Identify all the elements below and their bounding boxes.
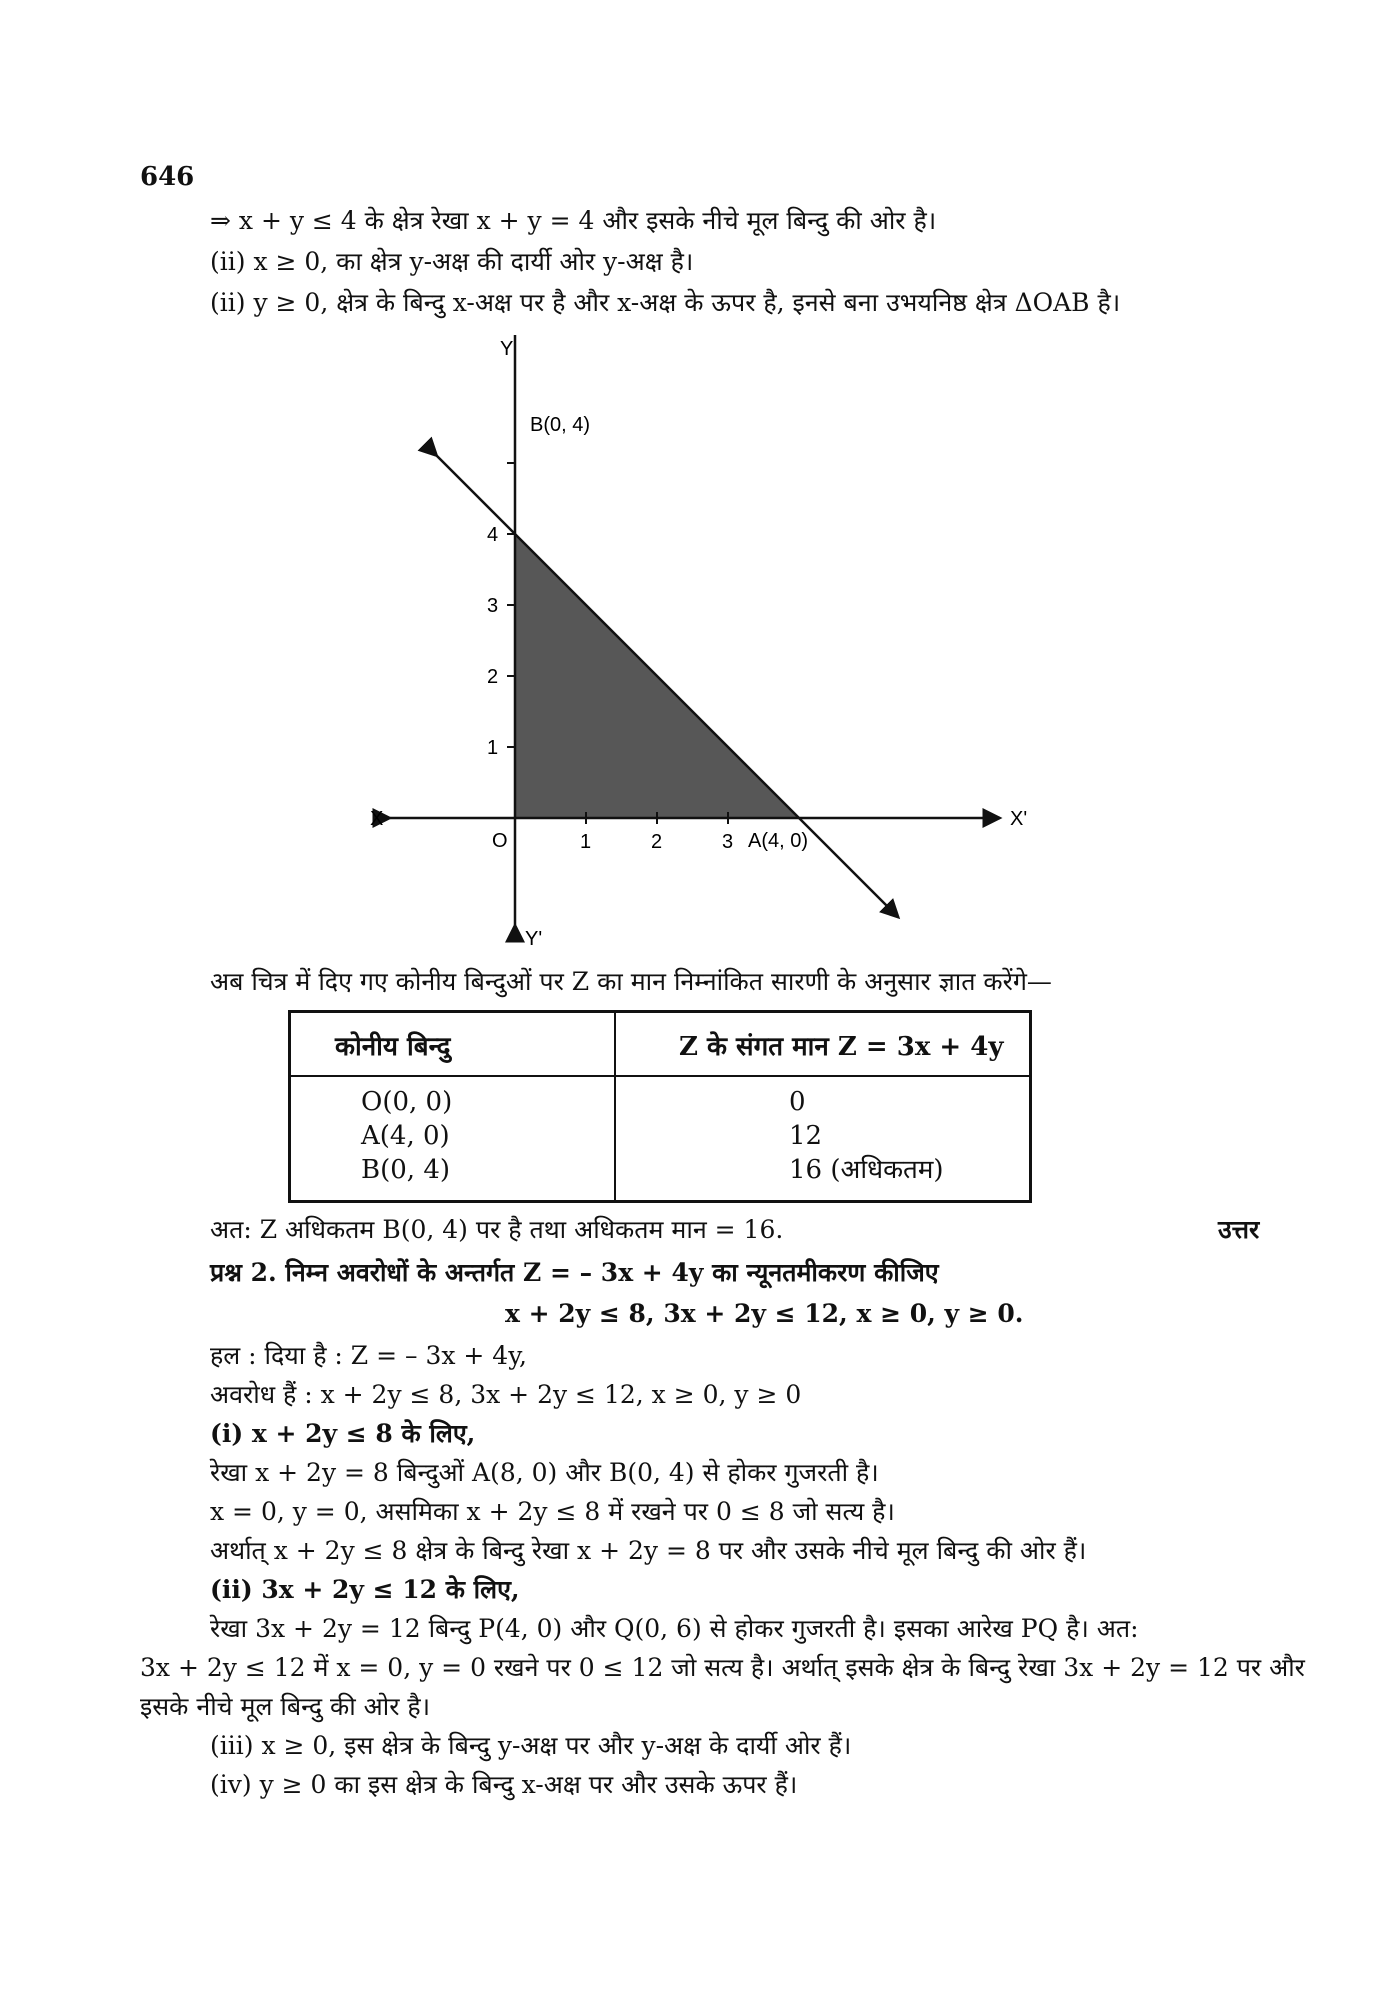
table-cell-point: B(0, 4)	[361, 1155, 451, 1185]
solution-line: अवरोध हैं : x + 2y ≤ 8, 3x + 2y ≤ 12, x ≥ 0, y ≥ 0	[210, 1380, 802, 1409]
point-b-label: B(0, 4)	[530, 414, 591, 436]
conclusion-text: अत: Z अधिकतम B(0, 4) पर है तथा अधिकतम मान = 16.	[210, 1215, 784, 1244]
x-axis-label: X	[370, 808, 384, 830]
solution-line: रेखा x + 2y = 8 बिन्दुओं A(8, 0) और B(0, 4) से होकर गुजरती है।	[210, 1458, 879, 1487]
solution-line: (i) x + 2y ≤ 8 के लिए,	[210, 1419, 476, 1448]
solution-line: 3x + 2y ≤ 12 में x = 0, y = 0 रखने पर 0 ≤ 12 जो सत्य है। अर्थात् इसके क्षेत्र के बिन्दु रेखा 3x + 2y = 12 पर और	[140, 1653, 1305, 1682]
text-line: (ii) x ≥ 0, का क्षेत्र y-अक्ष की दार्यी ओर y-अक्ष है।	[210, 247, 694, 276]
x-tick-label: 3	[722, 831, 734, 853]
solution-line: (ii) 3x + 2y ≤ 12 के लिए,	[210, 1575, 520, 1604]
x-tick-label: 2	[651, 831, 663, 853]
y-tick-label: 4	[487, 524, 499, 546]
table-cell-value: 0	[789, 1087, 806, 1117]
table-cell-value: 12	[789, 1121, 823, 1151]
question-constraints: x + 2y ≤ 8, 3x + 2y ≤ 12, x ≥ 0, y ≥ 0.	[505, 1299, 1024, 1328]
origin-label: O	[492, 830, 508, 852]
y-tick-label: 2	[487, 666, 499, 688]
table-cell-value: 16 (अधिकतम)	[789, 1155, 944, 1185]
feasible-region-graph	[360, 335, 1080, 955]
y-prime-label: Y'	[525, 928, 543, 950]
question-title: प्रश्न 2. निम्न अवरोधों के अन्तर्गत Z = – 3x + 4y का न्यूनतमीकरण कीजिए	[210, 1258, 939, 1287]
solution-line: इसके नीचे मूल बिन्दु की ओर है।	[140, 1692, 431, 1721]
corner-point-table	[288, 1010, 1032, 1203]
solution-line: (iii) x ≥ 0, इस क्षेत्र के बिन्दु y-अक्ष पर और y-अक्ष के दार्यी ओर हैं।	[210, 1731, 852, 1760]
x-tick-label: 1	[580, 831, 592, 853]
intro-text: अब चित्र में दिए गए कोनीय बिन्दुओं पर Z का मान निम्नांकित सारणी के अनुसार ज्ञात करेंगे—	[210, 967, 1052, 996]
solution-line: रेखा 3x + 2y = 12 बिन्दु P(4, 0) और Q(0, 6) से होकर गुजरती है। इसका आरेख PQ है। अत:	[210, 1614, 1139, 1643]
y-tick-label: 3	[487, 595, 499, 617]
solution-line: x = 0, y = 0, असमिका x + 2y ≤ 8 में रखने पर 0 ≤ 8 जो सत्य है।	[210, 1497, 895, 1526]
solution-line: अर्थात् x + 2y ≤ 8 क्षेत्र के बिन्दु रेखा x + 2y = 8 पर और उसके नीचे मूल बिन्दु की ओर हैं।	[210, 1536, 1087, 1565]
page-number: 646	[140, 162, 195, 192]
text-line: ⇒ x + y ≤ 4 के क्षेत्र रेखा x + y = 4 और इसके नीचे मूल बिन्दु की ओर है।	[210, 206, 937, 235]
solution-line: हल : दिया है : Z = – 3x + 4y,	[210, 1341, 527, 1370]
y-tick-label: 1	[487, 737, 499, 759]
table-cell-point: A(4, 0)	[361, 1121, 450, 1151]
x-prime-label: X'	[1010, 808, 1028, 830]
table-header-value: Z के संगत मान Z = 3x + 4y	[679, 1032, 1004, 1062]
answer-label: उत्तर	[1218, 1215, 1260, 1244]
point-a-label: A(4, 0)	[748, 830, 809, 852]
text-line: (ii) y ≥ 0, क्षेत्र के बिन्दु x-अक्ष पर है और x-अक्ष के ऊपर है, इनसे बना उभयनिष्ठ क्षेत्र ΔOAB है।	[210, 288, 1121, 317]
solution-line: (iv) y ≥ 0 का इस क्षेत्र के बिन्दु x-अक्ष पर और उसके ऊपर हैं।	[210, 1770, 798, 1799]
y-axis-label: Y	[500, 338, 514, 360]
table-cell-point: O(0, 0)	[361, 1087, 453, 1117]
table-header-point: कोनीय बिन्दु	[335, 1032, 451, 1062]
